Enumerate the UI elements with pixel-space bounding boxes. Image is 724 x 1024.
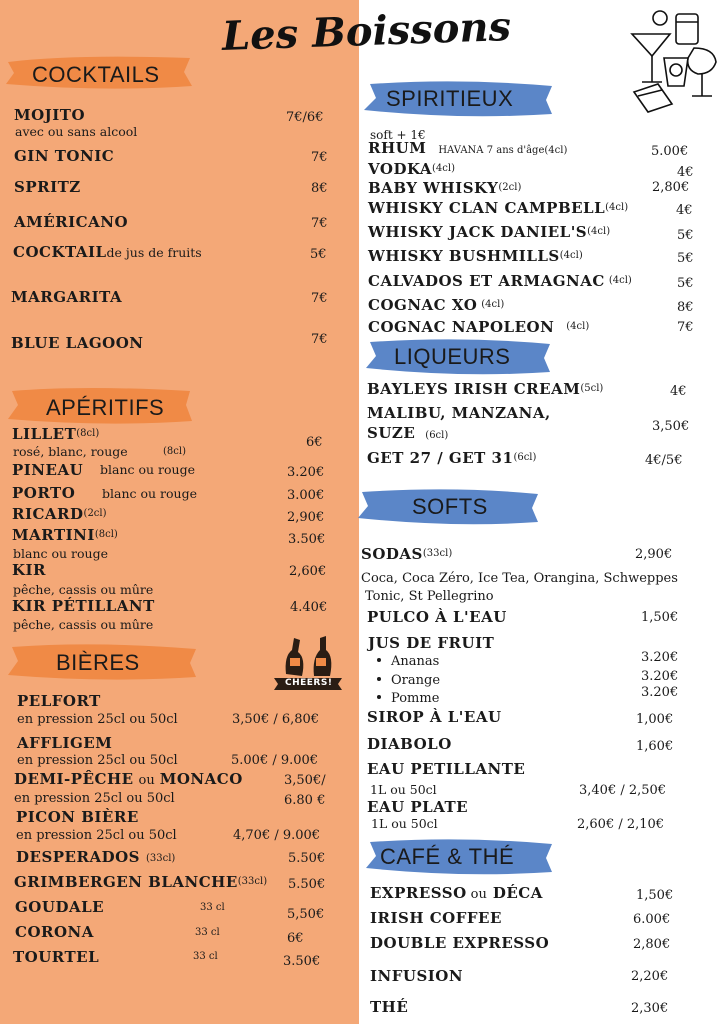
liqueur-name: MALIBU, MANZANA,: [367, 404, 551, 422]
liqueur-name-alt: SUZE: [367, 424, 416, 442]
biere-name-alt: MONACO: [159, 770, 243, 788]
spiritueux-name: COGNAC XO: [368, 296, 478, 314]
liqueur-name: BAYLEYS IRISH CREAM: [367, 380, 581, 398]
biere-name: CORONA: [15, 923, 94, 941]
spiritueux-note: HAVANA 7 ans d'âge: [438, 145, 545, 156]
cocktail-name: MARGARITA: [11, 288, 123, 306]
spiritueux-price: 7€: [677, 320, 694, 335]
softs-name: SIROP À L'EAU: [367, 708, 502, 726]
biere-size: 33 cl: [195, 927, 220, 938]
aperitif-price: 4.40€: [290, 600, 328, 615]
liqueur-row: [367, 451, 536, 467]
aperitif-price: 2,60€: [289, 564, 327, 579]
spiritueux-size: (4cl): [544, 145, 568, 156]
aperitif-size: (8cl): [94, 529, 118, 540]
cocktail-note: de jus de fruits: [106, 245, 202, 260]
biere-note: en pression 25cl ou 50cl: [16, 828, 177, 843]
aperitif-price: 3.20€: [287, 465, 325, 480]
spiritueux-row: [368, 201, 628, 217]
biere-price: 5.00€ / 9.00€: [231, 753, 319, 768]
biere-row: [14, 875, 267, 891]
bieres-header-label: BIÈRES: [56, 650, 140, 675]
cocktail-price: 7€: [311, 216, 328, 231]
aperitif-name: LILLET: [12, 425, 77, 443]
aperitif-price: 6€: [306, 435, 323, 450]
cocktails-header: [4, 52, 194, 92]
spiritueux-row: [368, 162, 455, 178]
aperitif-name: MARTINI: [12, 526, 95, 544]
spiritueux-size: (4cl): [587, 226, 611, 237]
biere-row: [14, 772, 243, 788]
softs-price: 1,00€: [636, 712, 674, 727]
aperitifs-header-label: APÉRITIFS: [46, 395, 165, 420]
jus-option-label: Pomme: [391, 691, 440, 706]
spiritueux-price: 5€: [677, 228, 694, 243]
liqueur-price: 4€: [670, 384, 687, 399]
sodas-list-line1: Coca, Coca Zéro, Ice Tea, Orangina, Schweppes: [361, 571, 678, 586]
spiritueux-row: [368, 141, 567, 157]
cocktail-price: 5€: [310, 247, 327, 262]
spiritueux-price: 5€: [677, 276, 694, 291]
cafe-joiner: ou: [470, 887, 487, 902]
liqueurs-header-label: LIQUEURS: [394, 344, 511, 369]
biere-name: TOURTEL: [13, 948, 100, 966]
softs-name: SODAS: [361, 545, 423, 563]
jus-option-price: 3.20€: [641, 650, 679, 665]
bullet-icon: [377, 658, 381, 662]
spiritueux-row: [368, 298, 504, 314]
cheers-text: CHEERS!: [285, 678, 333, 688]
biere-price: 4,70€ / 9.00€: [233, 828, 321, 843]
spiritueux-size: (4cl): [481, 299, 505, 310]
spiritueux-name: BABY WHISKY: [368, 179, 499, 197]
aperitif-row: [12, 507, 107, 523]
biere-size: 33 cl: [193, 951, 218, 962]
cafe-row: [370, 886, 543, 902]
aperitif-note: blanc ou rouge: [102, 486, 197, 501]
cocktail-price: 7€/6€: [286, 110, 324, 125]
aperitif-size: (8cl): [76, 428, 100, 439]
jus-option-label: Ananas: [391, 654, 440, 669]
aperitif-price: 3.50€: [288, 532, 326, 547]
softs-price: 1,50€: [641, 610, 679, 625]
biere-note: en pression 25cl ou 50cl: [17, 712, 178, 727]
aperitif-note: blanc ou rouge: [13, 546, 108, 561]
aperitif-name: RICARD: [12, 505, 84, 523]
biere-price: 3.50€: [283, 954, 321, 969]
biere-name: DEMI-PÊCHE: [14, 770, 134, 788]
cafe-name-alt: DÉCA: [492, 884, 543, 902]
cocktail-name: COCKTAIL: [13, 243, 107, 261]
biere-name: GOUDALE: [15, 898, 105, 916]
softs-sizes: 1L ou 50cl: [371, 816, 438, 831]
biere-note: en pression 25cl ou 50cl: [14, 791, 175, 806]
softs-name: PULCO À L'EAU: [367, 608, 507, 626]
jus-option: [377, 655, 439, 668]
biere-name: PELFORT: [17, 692, 101, 710]
softs-name: EAU PETILLANTE: [367, 760, 526, 778]
cocktail-name: GIN TONIC: [14, 147, 115, 165]
bullet-icon: [377, 677, 381, 681]
aperitif-note: pêche, cassis ou mûre: [13, 582, 154, 597]
biere-price: 3,50€ / 6,80€: [232, 712, 320, 727]
aperitif-name: PINEAU: [12, 461, 84, 479]
spiritueux-price: 4€: [676, 203, 693, 218]
cafe-price: 2,20€: [631, 969, 669, 984]
cocktail-row: [13, 245, 202, 261]
cafe-name: THÉ: [370, 998, 409, 1016]
cocktail-price: 7€: [311, 291, 328, 306]
softs-sizes: 1L ou 50cl: [370, 782, 437, 797]
spiritueux-size: (2cl): [498, 182, 522, 193]
biere-price: 6€: [287, 931, 304, 946]
spiritueux-price: 5€: [677, 251, 694, 266]
aperitifs-header: [4, 383, 194, 423]
cafe-price: 2,80€: [633, 937, 671, 952]
jus-option-label: Orange: [391, 673, 441, 688]
liqueur-row: [367, 382, 603, 398]
cocktail-price: 7€: [311, 150, 328, 165]
biere-price: 5,50€: [287, 907, 325, 922]
softs-name: JUS DE FRUIT: [368, 634, 495, 652]
spiritueux-name: RHUM: [368, 139, 427, 157]
aperitif-note-size: (8cl): [163, 446, 186, 457]
softs-row: [361, 547, 452, 563]
cocktail-price: 7€: [311, 332, 328, 347]
softs-price: 2,60€ / 2,10€: [577, 817, 665, 832]
spiritueux-price: 4€: [677, 165, 694, 180]
bieres-header: [6, 639, 200, 679]
softs-name: DIABOLO: [367, 735, 452, 753]
softs-header: [354, 484, 542, 524]
cafe-name: INFUSION: [370, 967, 464, 985]
biere-size: 33 cl: [200, 902, 225, 913]
sodas-list-line2: Tonic, St Pellegrino: [365, 589, 494, 604]
spiritueux-price: 5.00€: [651, 144, 689, 159]
softs-price: 2,90€: [635, 547, 673, 562]
liqueur-size: (6cl): [513, 452, 537, 463]
spiritueux-price: 2,80€: [652, 180, 690, 195]
liqueur-size: (5cl): [580, 383, 604, 394]
biere-price: 5.50€: [288, 877, 326, 892]
cocktail-name: AMÉRICANO: [14, 213, 129, 231]
cafe-name: IRISH COFFEE: [370, 909, 502, 927]
biere-size: (33cl): [146, 853, 176, 864]
biere-price-alt: 6.80 €: [284, 793, 326, 808]
spiritueux-row: [368, 249, 583, 265]
cocktail-price: 8€: [311, 181, 328, 196]
cocktail-name: MOJITO: [14, 106, 86, 124]
spiritueux-name: WHISKY CLAN CAMPBELL: [368, 199, 606, 217]
spiritueux-price: 8€: [677, 300, 694, 315]
spiritueux-row: [368, 181, 521, 197]
page-title: Les Boissons: [221, 2, 512, 61]
spiritueux-header: [360, 76, 556, 116]
jus-option: [377, 692, 439, 705]
spiritueux-header-label: SPIRITIEUX: [386, 86, 514, 111]
softs-price: 3,40€ / 2,50€: [579, 783, 667, 798]
softs-size: (33cl): [422, 548, 453, 559]
spiritueux-size: (4cl): [608, 275, 632, 286]
spiritueux-name: COGNAC NAPOLEON: [368, 318, 555, 336]
cocktails-header-label: COCKTAILS: [32, 62, 160, 87]
aperitif-note: pêche, cassis ou mûre: [13, 617, 154, 632]
softs-name: EAU PLATE: [367, 798, 469, 816]
biere-name: DESPERADOS: [16, 848, 140, 866]
liqueurs-header: [362, 334, 554, 374]
spiritueux-name: WHISKY BUSHMILLS: [368, 247, 560, 265]
jus-option-price: 3.20€: [641, 669, 679, 684]
aperitif-row: [12, 528, 118, 544]
spiritueux-name: WHISKY JACK DANIEL'S: [368, 223, 588, 241]
spiritueux-row: [368, 274, 632, 290]
aperitif-size: (2cl): [83, 508, 107, 519]
biere-price: 3,50€/: [284, 773, 326, 788]
spiritueux-row: [368, 225, 610, 241]
cocktail-note: avec ou sans alcool: [15, 124, 138, 139]
liqueur-size: (6cl): [425, 430, 449, 441]
biere-name: PICON BIÈRE: [16, 808, 139, 826]
cafe-name: DOUBLE EXPRESSO: [370, 934, 550, 952]
spiritueux-name: VODKA: [368, 160, 433, 178]
cheers-badge: [272, 634, 344, 696]
biere-price: 5.50€: [288, 851, 326, 866]
biere-note: en pression 25cl ou 50cl: [17, 753, 178, 768]
biere-row: [16, 850, 140, 866]
spiritueux-size: (4cl): [566, 321, 590, 332]
aperitif-row: [12, 427, 99, 443]
biere-name: GRIMBERGEN BLANCHE: [14, 873, 238, 891]
bullet-icon: [377, 695, 381, 699]
cocktail-name: BLUE LAGOON: [11, 334, 144, 352]
softs-header-label: SOFTS: [412, 494, 488, 519]
cafe-price: 6.00€: [633, 912, 671, 927]
soft-supplement-note: soft + 1€: [370, 128, 426, 142]
cafe-name: EXPRESSO: [370, 884, 467, 902]
cocktail-glasses-icon: [628, 4, 722, 116]
cafe-price: 2,30€: [631, 1001, 669, 1016]
biere-name: AFFLIGEM: [17, 734, 113, 752]
biere-size: (33cl): [237, 876, 268, 887]
biere-joiner: ou: [138, 773, 155, 788]
liqueur-price: 4€/5€: [645, 453, 683, 468]
spiritueux-size: (4cl): [559, 250, 583, 261]
cafe-header: [362, 834, 556, 874]
softs-price: 1,60€: [636, 739, 674, 754]
liqueur-row: [367, 426, 448, 442]
jus-option: [377, 674, 440, 687]
spiritueux-name: CALVADOS ET ARMAGNAC: [368, 272, 605, 290]
aperitif-note: rosé, blanc, rouge: [13, 444, 128, 459]
liqueur-name: GET 27 / GET 31: [367, 449, 514, 467]
aperitif-price: 2,90€: [287, 510, 325, 525]
jus-option-price: 3.20€: [641, 685, 679, 700]
cafe-price: 1,50€: [636, 888, 674, 903]
aperitif-price: 3.00€: [287, 488, 325, 503]
aperitif-name: KIR: [12, 561, 47, 579]
cafe-header-label: CAFÉ & THÉ: [380, 844, 515, 869]
cocktail-name: SPRITZ: [14, 178, 81, 196]
spiritueux-size: (4cl): [432, 163, 455, 174]
aperitif-note: blanc ou rouge: [100, 462, 195, 477]
aperitif-name: PORTO: [12, 484, 76, 502]
liqueur-price: 3,50€: [652, 419, 690, 434]
spiritueux-size: (4cl): [605, 202, 629, 213]
aperitif-name: KIR PÉTILLANT: [12, 597, 155, 615]
